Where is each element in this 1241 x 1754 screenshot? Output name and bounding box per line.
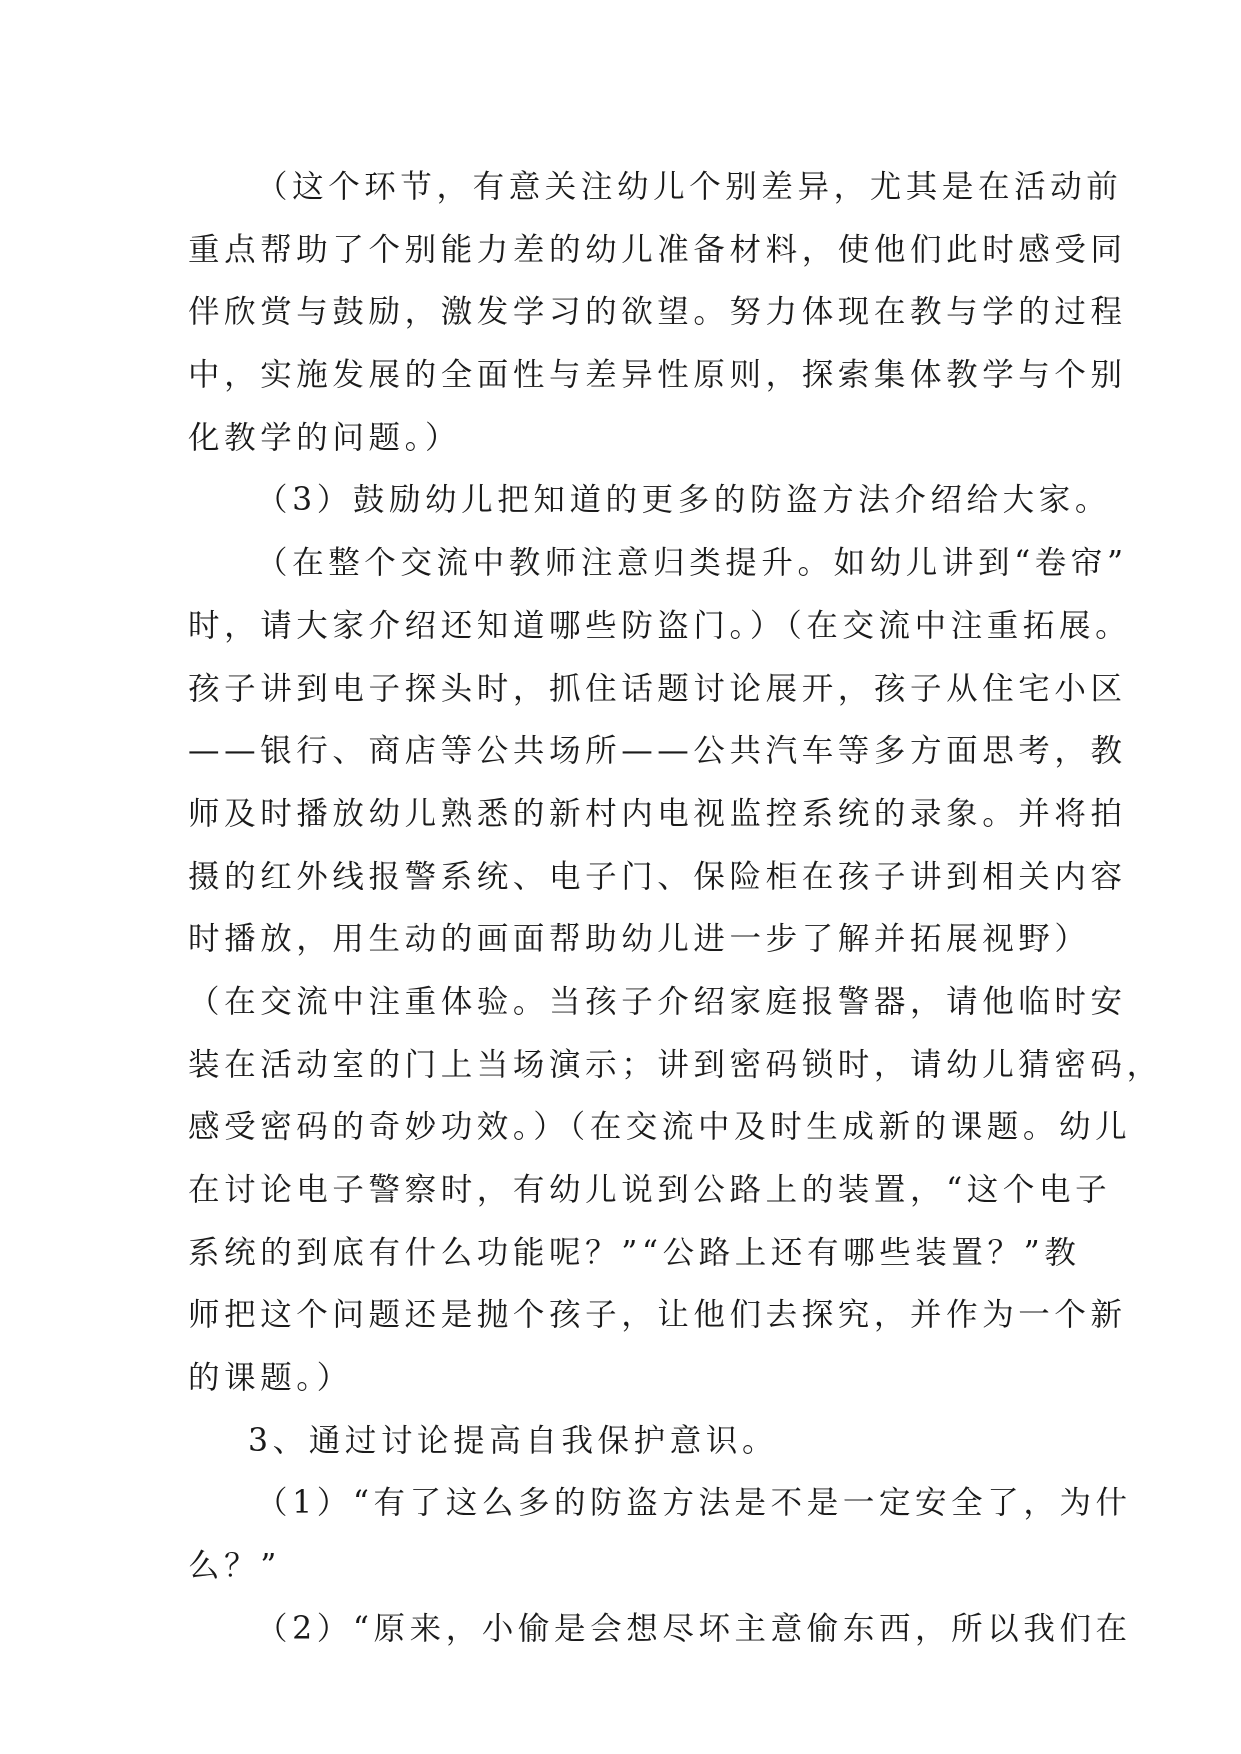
- paragraph-line: （在交流中注重体验。当孩子介绍家庭报警器，请他临时安: [188, 983, 1127, 1020]
- paragraph-line: 系统的到底有什么功能呢？”“公路上还有哪些装置？”教: [188, 1234, 1081, 1271]
- paragraph-line: 在讨论电子警察时，有幼儿说到公路上的装置，“这个电子: [188, 1172, 1112, 1208]
- paragraph-line: 化教学的问题。）: [188, 419, 462, 456]
- paragraph-line: 重点帮助了个别能力差的幼儿准备材料，使他们此时感受同: [188, 231, 1127, 268]
- paragraph-line: （在整个交流中教师注意归类提升。如幼儿讲到“卷帘”: [256, 545, 1128, 582]
- paragraph-line: 么？”: [188, 1548, 281, 1585]
- paragraph-line: 的课题。）: [188, 1360, 353, 1397]
- paragraph-line: 摄的红外线报警系统、电子门、保险柜在孩子讲到相关内容: [188, 858, 1127, 895]
- paragraph-line: 孩子讲到电子探头时，抓住话题讨论展开，孩子从住宅小区: [188, 670, 1127, 707]
- paragraph-line: （2）“原来，小偷是会想尽坏主意偷东西，所以我们在: [256, 1610, 1132, 1647]
- paragraph-line: 3、通过讨论提高自我保护意识。: [248, 1422, 779, 1459]
- paragraph-line: 师把这个问题还是抛个孩子，让他们去探究，并作为一个新: [188, 1297, 1127, 1334]
- paragraph-line: （3）鼓励幼儿把知道的更多的防盗方法介绍给大家。: [256, 482, 1111, 519]
- paragraph-line: （这个环节，有意关注幼儿个别差异，尤其是在活动前: [256, 169, 1123, 205]
- paragraph-line: ——银行、商店等公共场所——公共汽车等多方面思考，教: [188, 733, 1127, 770]
- paragraph-line: 时播放，用生动的画面帮助幼儿进一步了解并拓展视野）: [188, 921, 1091, 958]
- paragraph-line: 装在活动室的门上当场演示；讲到密码锁时，请幼儿猜密码，: [188, 1046, 1163, 1083]
- document-body: [188, 156, 1163, 1661]
- paragraph-line: 伴欣赏与鼓励，激发学习的欲望。努力体现在教与学的过程: [188, 294, 1127, 331]
- paragraph-line: 师及时播放幼儿熟悉的新村内电视监控系统的录象。并将拍: [188, 795, 1127, 832]
- paragraph-line: 时，请大家介绍还知道哪些防盗门。）（在交流中注重拓展。: [188, 607, 1132, 644]
- paragraph-line: 中，实施发展的全面性与差异性原则，探索集体教学与个别: [188, 357, 1127, 394]
- paragraph-line: 感受密码的奇妙功效。）（在交流中及时生成新的课题。幼儿: [188, 1109, 1132, 1146]
- paragraph-line: （1）“有了这么多的防盗方法是不是一定安全了，为什: [256, 1485, 1132, 1522]
